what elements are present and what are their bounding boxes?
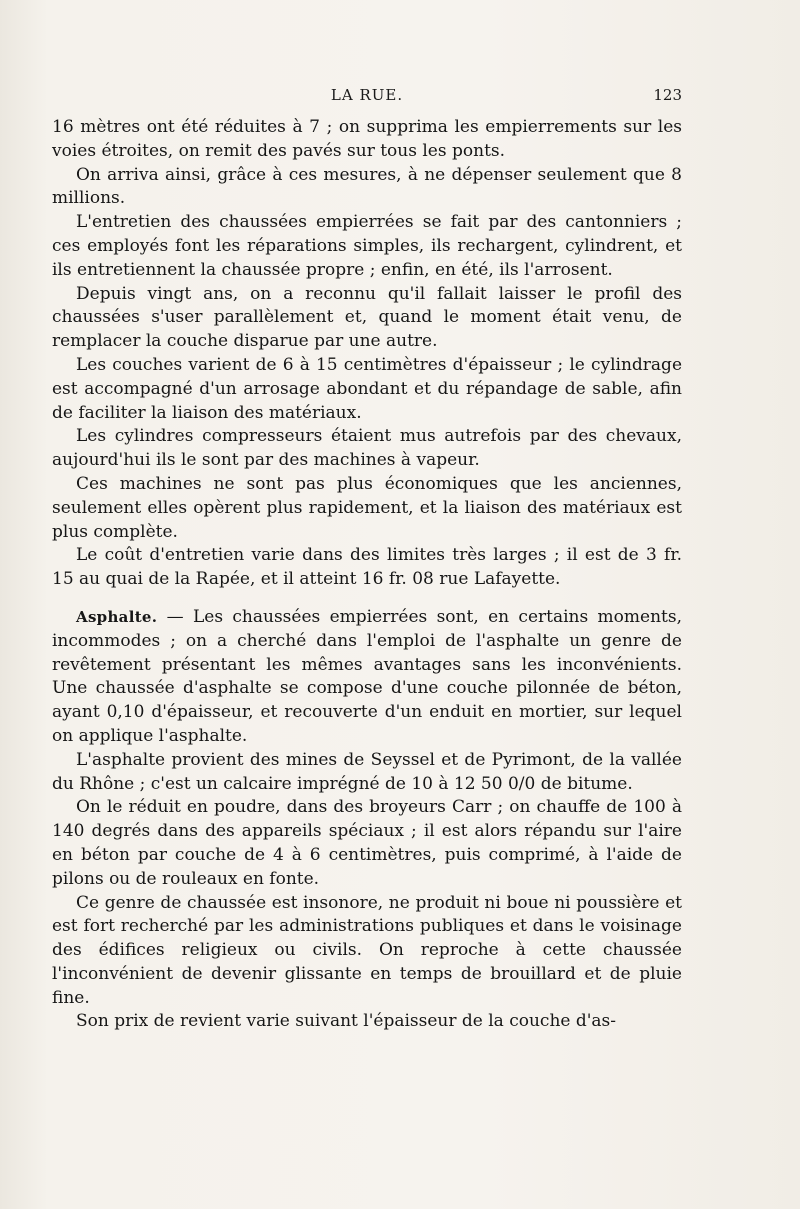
paragraph: L'asphalte provient des mines de Seyssel et de Pyrimont, de la vallée du Rhône ; c'est un calcaire imprégné de 10 à 12 50 0/0 de bitume.: [52, 749, 682, 794]
paragraph: Depuis vingt ans, on a reconnu qu'il fallait laisser le profil des chaussées s'user parallèlement et, quand le moment était venu, de remplacer la couche disparue par une autre.: [52, 283, 682, 352]
paragraph: Les cylindres compresseurs étaient mus autrefois par des chevaux, aujourd'hui ils le sont par des machines à vapeur.: [52, 426, 682, 471]
page-number: 123: [653, 86, 682, 104]
section-lead-text: Les chaussées empierrées sont, en certains moments, incommodes ; on a cherché dans l'emploi de l'asphalte un genre de revêtement présentant les mêmes avantages sans les inconvénients. Une chaussée d'asphalte se compose d'une couche pilonnée de béton, ayant 0,10 d'épaisseur, et recouverte d'un enduit en mortier, sur lequel on applique l'asphalte.: [52, 606, 682, 746]
paragraph: Ces machines ne sont pas plus économiques que les anciennes, seulement elles opèrent plus rapidement, et la liaison des matériaux est plus complète.: [52, 473, 682, 542]
paragraph: L'entretien des chaussées empierrées se fait par des cantonniers ; ces employés font les réparations simples, ils rechargent, cylindrent, et ils entretiennent la chaussée propre ; enfin, en été, ils l'arrosent.: [52, 212, 682, 280]
paragraph: Ce genre de chaussée est insonore, ne produit ni boue ni poussière et est fort recherché par les administrations publiques et dans le voisinage des édifices religieux ou civils. On reproche à cette chaussée l'inconvénient de devenir glissante en temps de brouillard et de pluie fine.: [52, 892, 682, 1008]
running-title: LA RUE.: [330, 86, 404, 104]
section-asphalte: [52, 606, 682, 749]
paragraph: Son prix de revient varie suivant l'épaisseur de la couche d'as-: [76, 1011, 617, 1032]
page-header: [52, 86, 682, 110]
paragraph: On le réduit en poudre, dans des broyeurs Carr ; on chauffe de 100 à 140 degrés dans des appareils spéciaux ; il est alors répandu sur l'aire en béton par couche de 4 à 6 centimètres, puis comprimé, à l'aide de pilons ou de rouleaux en fonte.: [52, 797, 682, 889]
paragraph: On arriva ainsi, grâce à ces mesures, à ne dépenser seulement que 8 millions.: [52, 164, 682, 209]
paragraph: Les couches varient de 6 à 15 centimètres d'épaisseur ; le cylindrage est accompagné d'un arrosage abondant et du répandage de sable, afin de faciliter la liaison des matériaux.: [52, 354, 682, 423]
body-text: [52, 116, 682, 1034]
section-title: Asphalte.: [76, 607, 158, 626]
section-dash: —: [157, 606, 193, 627]
paragraph: Le coût d'entretien varie dans des limites très larges ; il est de 3 fr. 15 au quai de la Rapée, et il atteint 16 fr. 08 rue Lafayette.: [52, 545, 682, 590]
paragraph: 16 mètres ont été réduites à 7 ; on supprima les empierrements sur les voies étroites, on remit des pavés sur tous les ponts.: [52, 117, 682, 161]
